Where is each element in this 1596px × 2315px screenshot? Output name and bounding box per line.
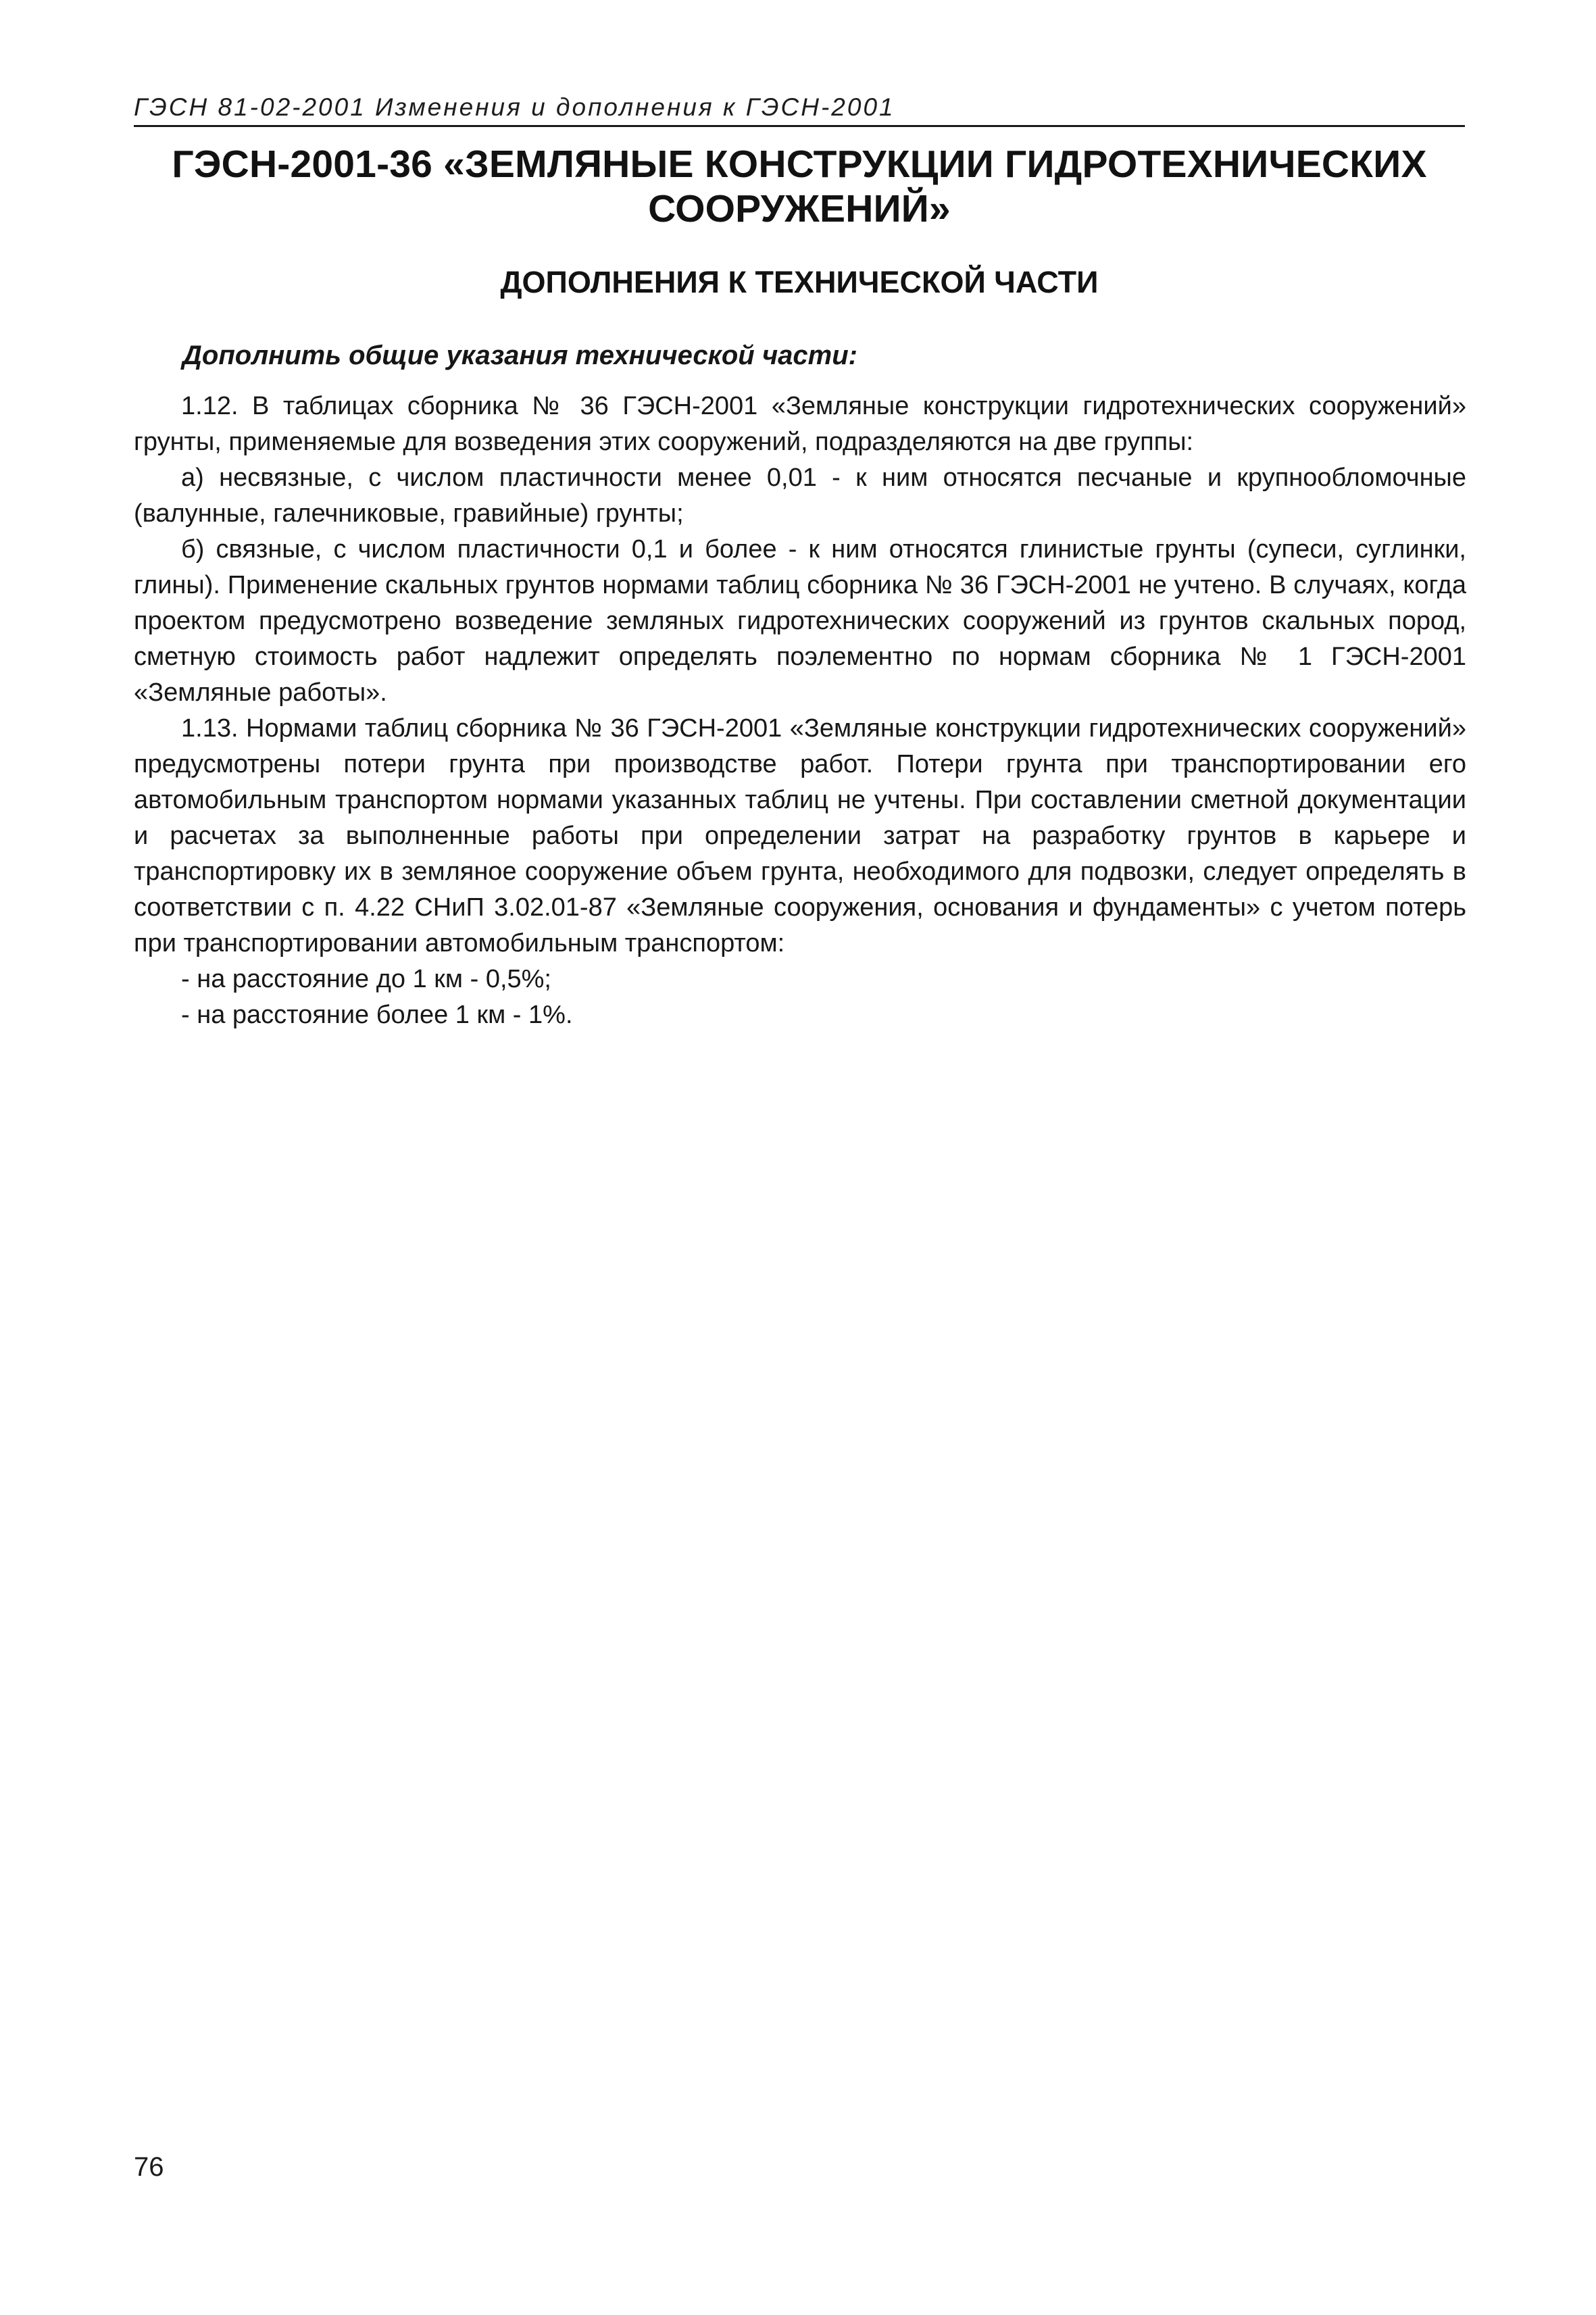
section-heading: ДОПОЛНЕНИЯ К ТЕХНИЧЕСКОЙ ЧАСТИ: [500, 265, 1099, 299]
body-text: [134, 389, 1466, 1033]
page-number: 76: [134, 2152, 164, 2182]
paragraph-1-13: 1.13. Нормами таблиц сборника № 36 ГЭСН-2001 «Земляные конструкции гидротехнических сооружений» предусмотрены потери грунта при производстве работ. Потери грунта при транспортировании его автомобильным транспортом нормами указанных таблиц не учтены. При составлении сметной документации и расчетах за выполненные работы при определении затрат на разработку грунтов в карьере и транспортировку их в земляное сооружение объем грунта, необходимого для подвозки, следует определять в соответствии с п. 4.22 СНиП 3.02.01-87 «Земляные сооружения, основания и фундаменты» с учетом потерь при транспортировании автомобильным транспортом:: [134, 714, 1466, 957]
list-item-distance-over-1km: - на расстояние более 1 км - 1%.: [181, 1001, 573, 1029]
section-subheading: Дополнить общие указания технической части:: [182, 341, 857, 370]
running-header: ГЭСН 81-02-2001 Изменения и дополнения к ГЭСН-2001: [134, 93, 895, 121]
paragraph-a: а) несвязные, с числом пластичности менее 0,01 - к ним относятся песчаные и крупнообломочные (валунные, галечниковые, гравийные) грунты;: [134, 464, 1466, 528]
paragraph-1-12: 1.12. В таблицах сборника № 36 ГЭСН-2001 «Земляные конструкции гидротехнических сооружений» грунты, применяемые для возведения этих сооружений, подразделяются на две группы:: [134, 392, 1466, 456]
list-item-distance-up-to-1km: - на расстояние до 1 км - 0,5%;: [181, 965, 551, 993]
paragraph-b: б) связные, с числом пластичности 0,1 и более - к ним относятся глинистые грунты (супеси, суглинки, глины). Применение скальных грунтов нормами таблиц сборника № 36 ГЭСН-2001 не учтено. В случаях, когда проектом предусмотрено возведение земляных гидротехнических сооружений из грунтов скальных пород, сметную стоимость работ надлежит определять поэлементно по нормам сборника № 1 ГЭСН-2001 «Земляные работы».: [134, 535, 1466, 707]
header-rule: [134, 125, 1465, 127]
document-title: ГЭСН-2001-36 «ЗЕМЛЯНЫЕ КОНСТРУКЦИИ ГИДРОТЕХНИЧЕСКИХ СООРУЖЕНИЙ»: [172, 143, 1427, 230]
